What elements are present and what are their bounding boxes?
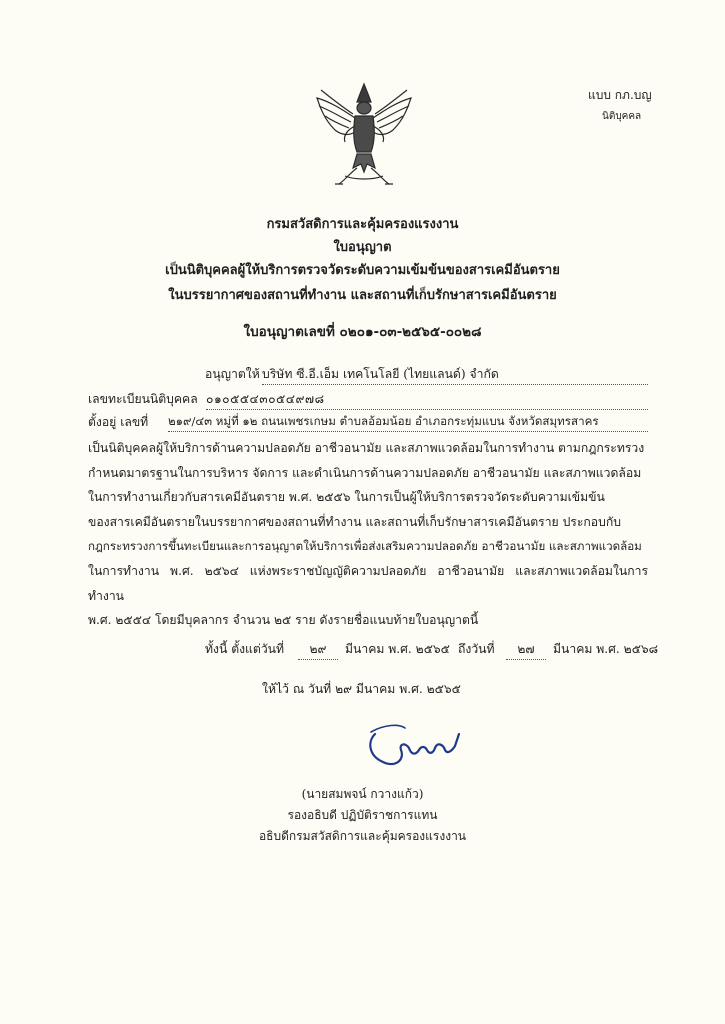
registration-number: ๐๑๐๕๕๔๓๐๕๔๙๗๘ [206, 392, 325, 406]
registration-value [206, 390, 648, 410]
registration-label: เลขทะเบียนนิติบุคคล [88, 392, 198, 406]
form-code: แบบ กภ.บญ [588, 88, 652, 102]
license-number: ใบอนุญาตเลขที่ ๐๒๐๑-๐๓-๒๕๖๕-๐๐๒๘ [243, 324, 482, 340]
body-line: กฎกระทรวงการขึ้นทะเบียนและการอนุญาตให้บริการเพื่อส่งเสริมความปลอดภัย อาชีวอนามัย และสภาพแวดล้อม [88, 539, 642, 554]
signer-position: รองอธิบดี ปฏิบัติราชการแทน [287, 808, 438, 822]
agency-name: กรมสวัสดิการและคุ้มครองแรงงาน [266, 217, 459, 232]
grantee-name: บริษัท ซี.อี.เอ็ม เทคโนโลยี (ไทยแลนด์) จำกัด [262, 367, 499, 381]
body-line: ของสารเคมีอันตรายในบรรยากาศของสถานที่ทำงาน และสถานที่เก็บรักษาสารเคมีอันตราย ประกอบกับ [88, 514, 621, 529]
validity-from-label: ทั้งนี้ ตั้งแต่วันที่ [205, 642, 285, 656]
license-title-line1: เป็นนิติบุคคลผู้ให้บริการตรวจวัดระดับความเข้มข้นของสารเคมีอันตราย [165, 263, 560, 278]
validity-from-day: ๒๙ [309, 642, 327, 656]
validity-to-day: ๒๗ [517, 642, 535, 656]
validity-to-day-field [506, 640, 546, 660]
body-line: พ.ศ. ๒๕๕๔ โดยมีบุคลากร จำนวน ๒๕ ราย ดังรายชื่อแนบท้ายใบอนุญาตนี้ [88, 613, 479, 628]
signer-title: อธิบดีกรมสวัสดิการและคุ้มครองแรงงาน [258, 829, 467, 843]
body-line: ในการทำงานเกี่ยวกับสารเคมีอันตราย พ.ศ. ๒๕๕๖ ในการเป็นผู้ให้บริการตรวจวัดระดับความเข้มข้น [88, 490, 605, 505]
garuda-emblem-icon [305, 80, 423, 192]
address-value [168, 413, 648, 432]
signature-icon [365, 720, 485, 780]
body-line: เป็นนิติบุคคลผู้ให้บริการด้านความปลอดภัย อาชีวอนามัย และสภาพแวดล้อมในการทำงาน ตามกฎกระทรวง [88, 441, 645, 455]
address-text: ๒๑๙/๔๓ หมู่ที่ ๑๒ ถนนเพชรเกษม ตำบลอ้อมน้อย อำเภอกระทุ่มแบน จังหวัดสมุทรสาคร [168, 414, 599, 428]
given-date: ให้ไว้ ณ วันที่ ๒๙ มีนาคม พ.ศ. ๒๕๖๕ [262, 682, 461, 696]
validity-from-month-year: มีนาคม พ.ศ. ๒๕๖๕ [345, 642, 450, 656]
signer-name: (นายสมพจน์ กวางแก้ว) [301, 787, 424, 801]
grantee-value [262, 365, 648, 385]
license-title-line2: ในบรรยากาศของสถานที่ทำงาน และสถานที่เก็บรักษาสารเคมีอันตราย [168, 288, 557, 303]
address-label: ตั้งอยู่ เลขที่ [88, 415, 149, 429]
grantee-label: อนุญาตให้ [205, 367, 260, 381]
validity-from-day-field [298, 640, 338, 660]
validity-to-label: ถึงวันที่ [458, 642, 495, 656]
body-line: กำหนดมาตรฐานในการบริหาร จัดการ และดำเนินการด้านความปลอดภัย อาชีวอนามัย และสภาพแวดล้อม [88, 465, 642, 480]
license-body [88, 436, 648, 633]
document-type: ใบอนุญาต [333, 240, 392, 255]
body-line: ในการทำงาน พ.ศ. ๒๕๖๔ แห่งพระราชบัญญัติความปลอดภัย อาชีวอนามัย และสภาพแวดล้อมในการทำงาน [88, 563, 648, 603]
form-subtype: นิติบุคคล [602, 111, 642, 122]
validity-to-month-year: มีนาคม พ.ศ. ๒๕๖๘ [553, 642, 659, 656]
